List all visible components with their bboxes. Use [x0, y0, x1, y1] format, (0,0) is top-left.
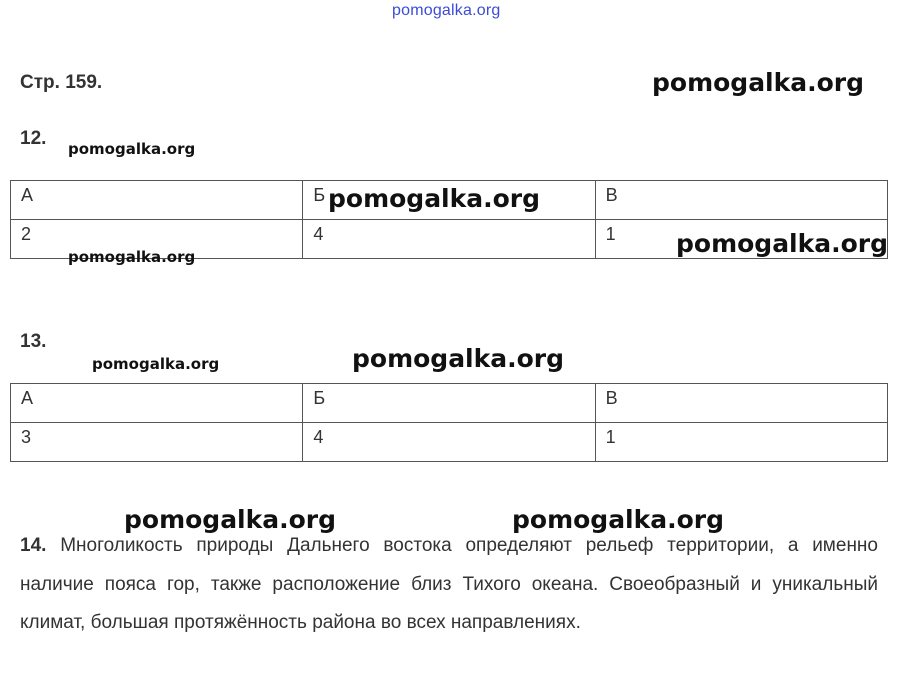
watermark: pomogalka.org — [676, 229, 889, 258]
page-label: Стр. 159. — [20, 72, 103, 93]
watermark: pomogalka.org — [512, 505, 725, 534]
table-cell: 2 — [11, 220, 303, 259]
table-cell: 3 — [11, 423, 303, 462]
site-link[interactable]: pomogalka.org — [392, 2, 501, 19]
watermark: pomogalka.org — [124, 505, 337, 534]
table-cell: 4 — [303, 423, 595, 462]
table-cell: А — [11, 384, 303, 423]
table-cell: В — [595, 384, 887, 423]
watermark: pomogalka.org — [68, 248, 196, 266]
table-cell: В — [595, 181, 887, 220]
question-number: 12. — [20, 128, 47, 149]
answer-table-13 — [10, 383, 888, 462]
question-number: 13. — [20, 331, 47, 352]
watermark: pomogalka.org — [328, 184, 541, 213]
watermark: pomogalka.org — [652, 68, 865, 97]
table-cell: А — [11, 181, 303, 220]
watermark: pomogalka.org — [92, 355, 220, 373]
table-cell: 1 — [595, 423, 887, 462]
answer-paragraph — [20, 527, 878, 643]
paragraph-text: Многоликость природы Дальнего востока определяют рельеф территории, а именно наличие пояса гор, также расположение близ Тихого океана. Своеобразный и уникальный климат, большая протяжённость района во всех направлениях. — [20, 535, 878, 633]
table-cell: 4 — [303, 220, 595, 259]
watermark: pomogalka.org — [352, 344, 565, 373]
table-cell: Б — [303, 384, 595, 423]
table-row — [11, 423, 888, 462]
table-cell: Б — [303, 181, 595, 220]
watermark: pomogalka.org — [68, 140, 196, 158]
table-row — [11, 384, 888, 423]
table-cell: 1 — [595, 220, 887, 259]
question-number: 14. — [20, 535, 47, 556]
